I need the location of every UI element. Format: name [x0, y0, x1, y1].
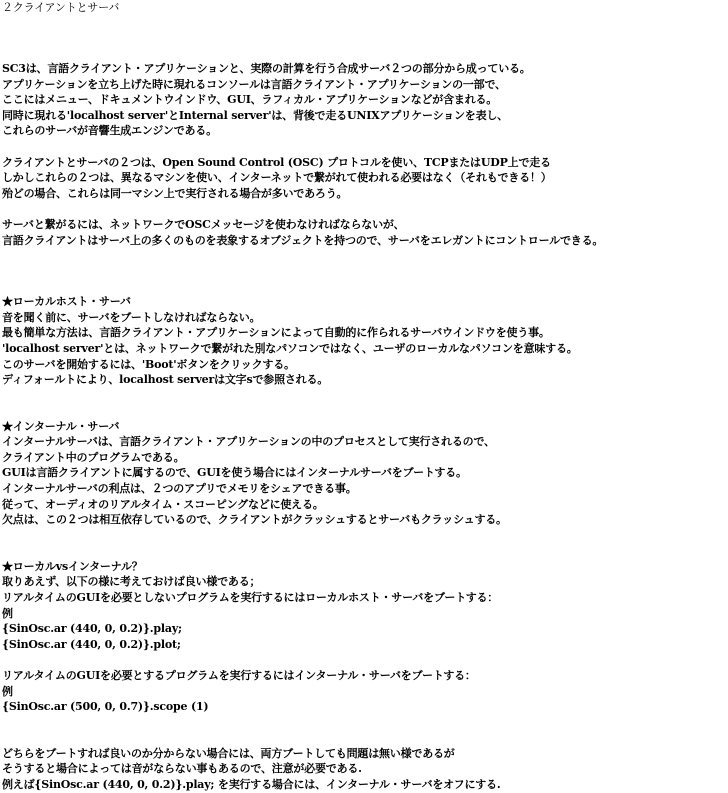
text-line: 欠点は、この２つは相互依存しているので、クライアントがクラッシュするとサーバもクラッシュする。 [2, 513, 507, 527]
text-line: インターナルサーバは、言語クライアント・アプリケーションの中のプロセスとして実行されるので、 [2, 435, 495, 449]
code-line: {SinOsc.ar (500, 0, 0.7)}.scope (1) [2, 700, 209, 714]
text-line: 従って、オーディオのリアルタイム・スコーピングなどに使える。 [2, 497, 324, 511]
text-line: 取りあえず、以下の様に考えておけば良い様である； [2, 575, 261, 589]
text-line: ディフォールトにより、localhost serverは文字sで参照される。 [2, 373, 329, 387]
intro-paragraph [2, 61, 726, 139]
osc-paragraph [2, 155, 726, 202]
local-vs-internal-section [2, 559, 726, 653]
connect-paragraph [2, 217, 726, 248]
document-title: ２クライアントとサーバ [2, 1, 120, 14]
text-line: 例 [2, 684, 13, 698]
section-heading: ★ローカルホスト・サーバ [2, 295, 131, 309]
text-line: そうすると場合によっては音がならない事もあるので、注意が必要である. [2, 762, 362, 776]
text-line: ここにはメニュー、ドキュメントウインドウ、GUI、ラフィカル・アプリケーションなどが含まれる。 [2, 93, 498, 107]
localhost-server-section [2, 294, 726, 388]
section-heading: ★インターナル・サーバ [2, 419, 120, 433]
text-line: サーバと繋がるには、ネットワークでOSCメッセージを使わなければならないが、 [2, 217, 405, 231]
internal-server-section [2, 419, 726, 528]
text-line: どちらをブートすれば良いのか分からない場合には、両方ブートしても問題は無い様であるが [2, 746, 455, 760]
text-line: 例 [2, 606, 13, 620]
document-body [2, 0, 726, 793]
text-line: アプリケーションを立ち上げた時に現れるコンソールは言語クライアント・アプリケーションの一部で、 [2, 77, 506, 91]
code-line: {SinOsc.ar (440, 0, 0.2)}.plot; [2, 637, 181, 651]
text-line: リアルタイムのGUIを必要とするプログラムを実行するにはインターナル・サーバをブートする： [2, 669, 476, 682]
text-line: リアルタイムのGUIを必要としないプログラムを実行するにはローカルホスト・サーバをブートする： [2, 591, 499, 605]
text-line: クライアントとサーバの２つは、Open Sound Control (OSC) プロトコルを使い、TCPまたはUDP上で走る [2, 155, 551, 169]
text-line: このサーバを開始するには、'Boot'ボタンをクリックする。 [2, 357, 295, 371]
section-heading: ★ローカルvsインターナル？ [2, 559, 143, 573]
text-line: 例えば{SinOsc.ar (440, 0, 0.2)}.play; を実行する場合には、インターナル・サーバをオフにする. [2, 777, 501, 791]
closing-paragraph [2, 746, 726, 793]
text-line: しかしこれらの２つは、異なるマシンを使い、インターネットで繋がれて使われる必要はなく（それもできる！） [2, 171, 552, 185]
text-line: クライアント中のプログラムである。 [2, 450, 185, 464]
text-line: GUIは言語クライアントに属するので、GUIを使う場合にはインターナルサーバをブートする。 [2, 466, 467, 480]
text-line: 音を聞く前に、サーバをブートしなければならない。 [2, 310, 261, 324]
text-line: インターナルサーバの利点は、２つのアプリでメモリをシェアできる事。 [2, 482, 357, 496]
text-line: これらのサーバが音響生成エンジンである。 [2, 124, 217, 138]
text-line: 殆どの場合、これらは同一マシン上で実行される場合が多いであろう。 [2, 186, 348, 200]
text-line: 'localhost server'とは、ネットワークで繋がれた別なパソコンではなく、ユーザのローカルなパソコンを意味する。 [2, 341, 578, 355]
text-line: 最も簡単な方法は、言語クライアント・アプリケーションによって自動的に作られるサーバウインドウを使う事。 [2, 326, 550, 340]
internal-example-paragraph [2, 668, 726, 715]
text-line: 同時に現れる'localhost server'とInternal server'は、背後で走るUNIXアプリケーションを表し、 [2, 108, 508, 122]
text-line: 言語クライアントはサーバ上の多くのものを表象するオブジェクトを持つので、サーバをエレガントにコントロールできる。 [2, 233, 604, 247]
text-line: SC3は、言語クライアント・アプリケーションと、実際の計算を行う合成サーバ２つの部分から成っている。 [2, 62, 531, 75]
code-line: {SinOsc.ar (440, 0, 0.2)}.play; [2, 622, 182, 636]
